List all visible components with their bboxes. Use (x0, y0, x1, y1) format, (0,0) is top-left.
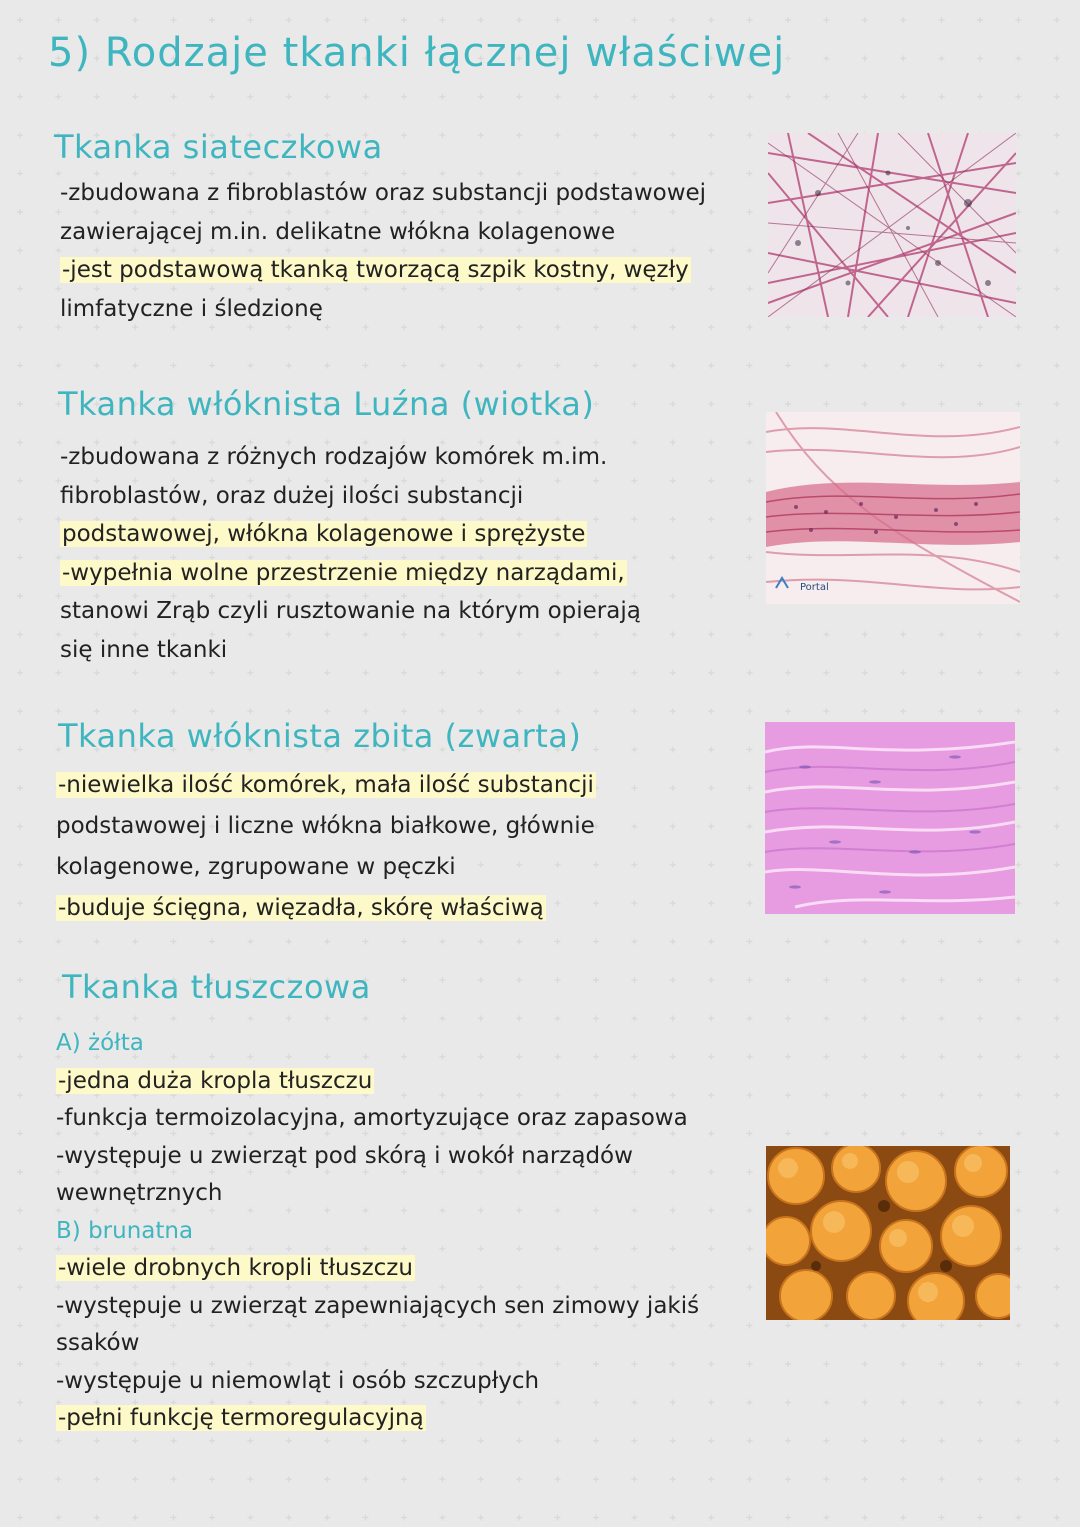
text-line: podstawowej i liczne włókna białkowe, głównie (56, 813, 595, 839)
text-line: -zbudowana z fibroblastów oraz substancji podstawowej (60, 180, 707, 206)
text-line: -wiele drobnych kropli tłuszczu (58, 1255, 413, 1281)
text-line: ssaków (56, 1330, 140, 1356)
section-text-reticular (60, 174, 706, 328)
text-line: zawierającej m.in. delikatne włókna kolagenowe (60, 218, 616, 245)
text-line: -buduje ścięgna, więzadła, skórę właściwą (58, 895, 544, 921)
adipose-tissue-image (766, 1146, 1010, 1320)
subheading-yellow: A) żółta (56, 1030, 144, 1056)
text-line: -zbudowana z różnych rodzajów komórek m.im. (60, 444, 608, 470)
text-line: -występuje u zwierząt pod skórą i wokół narządów (56, 1142, 633, 1169)
text-line: -występuje u niemowląt i osób szczupłych (56, 1367, 540, 1394)
loose-connective-tissue-micrograph (766, 412, 1020, 604)
text-line: fibroblastów, oraz dużej ilości substancji (60, 482, 524, 509)
text-line: -niewielka ilość komórek, mała ilość substancji (58, 772, 594, 798)
text-line: podstawowej, włókna kolagenowe i sprężyste (62, 521, 586, 547)
section-text-adipose (56, 1025, 699, 1438)
section-text-loose (60, 438, 641, 669)
subheading-brown: B) brunatna (56, 1217, 194, 1244)
text-line: -jest podstawową tkanką tworzącą szpik kostny, węzły (62, 257, 689, 283)
text-line: limfatyczne i śledzionę (60, 295, 323, 322)
text-line: -jedna duża kropla tłuszczu (58, 1067, 373, 1094)
text-line: -wypełnia wolne przestrzenie między narządami, (62, 559, 625, 586)
section-text-dense (56, 765, 596, 929)
text-line: stanowi Zrąb czyli rusztowanie na którym opierają (60, 598, 641, 624)
text-line: kolagenowe, zgrupowane w pęczki (56, 854, 456, 880)
text-line: wewnętrznych (56, 1180, 223, 1206)
svg-text:Portal: Portal (800, 582, 829, 593)
text-line: -funkcja termoizolacyjna, amortyzujące oraz zapasowa (56, 1105, 688, 1131)
section-heading-dense: Tkanka włóknista zbita (zwarta) (58, 717, 582, 755)
text-line: -pełni funkcję termoregulacyjną (58, 1405, 424, 1431)
section-heading-reticular: Tkanka siateczkowa (54, 128, 383, 166)
dense-connective-tissue-micrograph (765, 722, 1015, 914)
page-title: 5) Rodzaje tkanki łącznej właściwej (48, 30, 786, 76)
text-line: -występuje u zwierząt zapewniających sen zimowy jakiś (56, 1292, 700, 1319)
section-heading-adipose: Tkanka tłuszczowa (62, 968, 371, 1006)
reticular-tissue-micrograph (768, 133, 1016, 317)
section-heading-loose: Tkanka włóknista Luźna (wiotka) (58, 385, 595, 423)
text-line: się inne tkanki (60, 636, 228, 663)
